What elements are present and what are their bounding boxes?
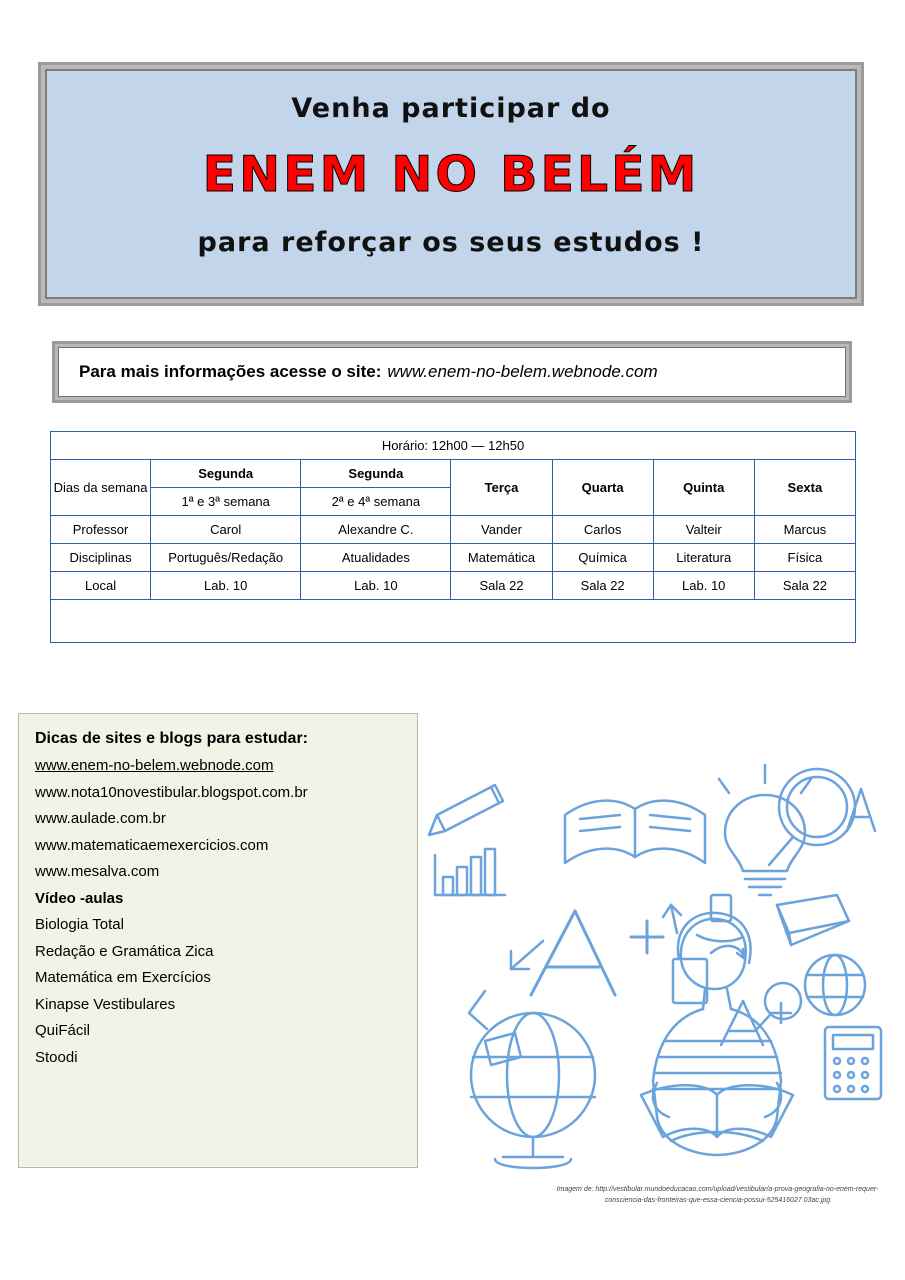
table-footer-band [51,600,856,643]
banner-main-title: ENEM NO BELÉM [202,146,700,203]
header-banner [38,62,864,306]
tips-video-heading: Vídeo -aulas [35,889,124,907]
cell-professor-5: Valteir [653,516,754,544]
header-col-1-sub: 1ª e 3ª semana [151,488,301,516]
table-row-title [51,432,856,460]
tips-video-1: Biologia Total [35,916,124,933]
image-credit: Imagem de: http://vestibular.mundoeducacao.com/upload/vestibular/a-prova-geografia-no-enem-requer-consciencia-das-fronteiras-que-essa-ciencia-possui-525416027 03ac.jpg [556,1186,879,1204]
open-book-icon [565,801,705,863]
tips-video-3: Matemática em Exercícios [35,969,211,986]
header-col-6: Sexta [754,460,855,516]
info-label: Para mais informações acesse o site: [79,362,382,381]
pencil-icon [429,785,503,835]
schedule-title: Horário: 12h00 — 12h50 [51,432,856,460]
table-row [51,572,856,600]
table-row-header [51,460,856,488]
cell-local-4: Sala 22 [552,572,653,600]
info-box-inner [58,347,846,397]
tips-title: Dicas de sites e blogs para estudar: [35,730,308,747]
banner-subtitle-bottom: para reforçar os seus estudos ! [197,227,705,258]
magnifier-small-icon [757,983,801,1029]
study-illustration [425,745,890,1175]
closed-book-icon [777,895,849,945]
header-col-4: Quarta [552,460,653,516]
tips-site-5[interactable]: www.mesalva.com [35,863,160,880]
cell-professor-3: Vander [451,516,552,544]
tips-video-6: Stoodi [35,1048,78,1066]
info-site-url[interactable]: www.enem-no-belem.webnode.com [387,362,658,381]
calculator-icon [825,1027,881,1099]
tips-site-1[interactable]: www.enem-no-belem.webnode.com [35,757,274,774]
study-illustration-svg [425,745,890,1175]
banner-subtitle-top: Venha participar do [291,93,611,124]
row-label-disciplinas: Disciplinas [51,544,151,572]
cell-professor-4: Carlos [552,516,653,544]
info-box [52,341,852,403]
magnifier-icon [769,769,855,865]
globe-large-icon [471,1013,595,1168]
cell-local-2: Lab. 10 [301,572,451,600]
tips-video-4: Kinapse Vestibulares [35,995,176,1013]
cell-professor-1: Carol [151,516,301,544]
tips-video-2: Redação e Gramática Zica [35,942,214,960]
row-label-professor: Professor [51,516,151,544]
arrow-icons [469,905,745,1029]
cell-disciplinas-1: Português/Redação [151,544,301,572]
tips-site-3[interactable]: www.aulade.com.br [35,810,166,827]
header-col-1: Segunda [151,460,301,488]
a-plus-large-text [531,911,663,995]
bar-chart-icon [435,849,505,895]
study-tips-box [18,713,418,1168]
cell-local-6: Sala 22 [754,572,855,600]
cell-disciplinas-2: Atualidades [301,544,451,572]
tips-site-2[interactable]: www.nota10novestibular.blogspot.com.br [35,783,308,801]
tips-video-5: QuiFácil [35,1022,91,1039]
globe-small-icon [805,955,865,1015]
header-dias-semana: Dias da semana [51,460,151,516]
table-row [51,544,856,572]
schedule-table [50,431,856,643]
header-col-5: Quinta [653,460,754,516]
cell-professor-2: Alexandre C. [301,516,451,544]
row-label-local: Local [51,572,151,600]
header-col-2-sub: 2ª e 4ª semana [301,488,451,516]
cell-local-3: Sala 22 [451,572,552,600]
cell-disciplinas-3: Matemática [451,544,552,572]
header-col-3: Terça [451,460,552,516]
table-row [51,516,856,544]
cell-local-5: Lab. 10 [653,572,754,600]
cell-disciplinas-4: Química [552,544,653,572]
cell-disciplinas-5: Literatura [653,544,754,572]
table-row-filler [51,600,856,643]
header-banner-inner [45,69,857,299]
cell-disciplinas-6: Física [754,544,855,572]
header-col-2: Segunda [301,460,451,488]
cell-professor-6: Marcus [754,516,855,544]
tips-site-4[interactable]: www.matematicaemexercicios.com [35,836,269,854]
schedule-table-wrapper [50,431,856,643]
cell-local-1: Lab. 10 [151,572,301,600]
